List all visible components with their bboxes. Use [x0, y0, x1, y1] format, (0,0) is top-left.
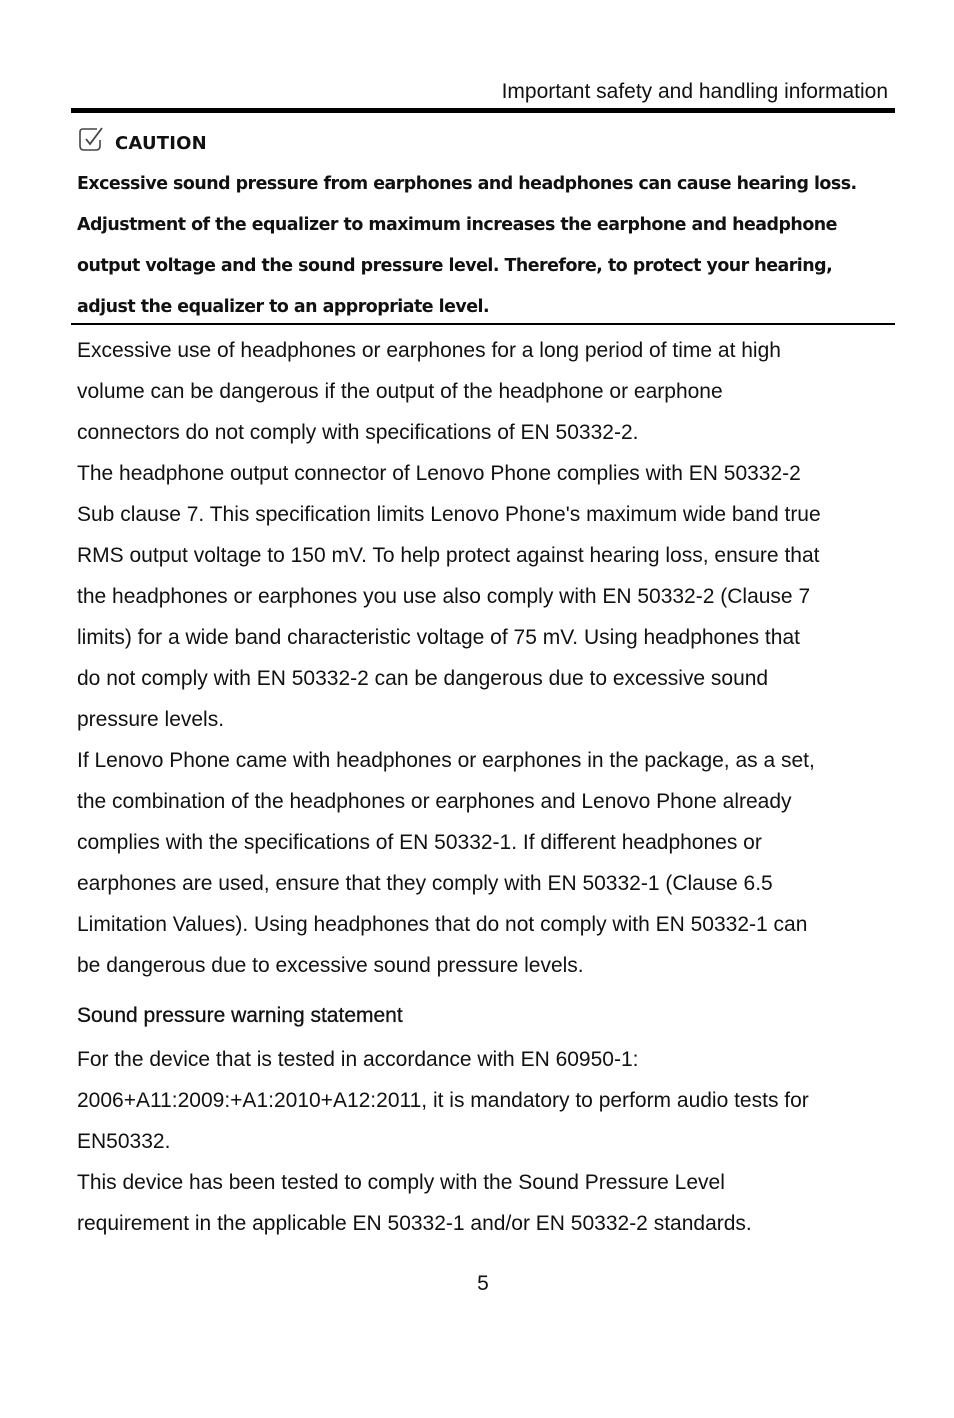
section-text-line: 2006+A11:2009:+A1:2010+A12:2011, it is mandatory to perform audio tests for: [77, 1089, 809, 1112]
caution-text-line: Excessive sound pressure from earphones and headphones can cause hearing loss.: [77, 174, 857, 194]
body-text-line: the combination of the headphones or earphones and Lenovo Phone already: [77, 790, 792, 813]
body-text-line: complies with the specifications of EN 50332-1. If different headphones or: [77, 831, 762, 854]
body-text-line: volume can be dangerous if the output of the headphone or earphone: [77, 380, 723, 403]
caution-text-line: output voltage and the sound pressure level. Therefore, to protect your hearing,: [77, 256, 833, 276]
section-text-line: EN50332.: [77, 1130, 171, 1153]
body-text-line: be dangerous due to excessive sound pressure levels.: [77, 954, 584, 977]
section-text-line: For the device that is tested in accordance with EN 60950-1:: [77, 1048, 639, 1071]
body-text-line: RMS output voltage to 150 mV. To help protect against hearing loss, ensure that: [77, 544, 820, 567]
body-text-line: Excessive use of headphones or earphones for a long period of time at high: [77, 339, 781, 362]
caution-text-line: Adjustment of the equalizer to maximum increases the earphone and headphone: [77, 215, 837, 235]
section-heading-block: [77, 1001, 892, 1031]
section-heading: Sound pressure warning statement: [77, 1004, 403, 1027]
body-text-line: do not comply with EN 50332-2 can be dangerous due to excessive sound: [77, 667, 769, 690]
section-text-line: requirement in the applicable EN 50332-1 and/or EN 50332-2 standards.: [77, 1212, 752, 1235]
caution-text-line: adjust the equalizer to an appropriate level.: [77, 297, 490, 317]
page-number: 5: [477, 1272, 489, 1295]
running-header: Important safety and handling information: [501, 80, 888, 103]
section-text-line: This device has been tested to comply with the Sound Pressure Level: [77, 1171, 725, 1194]
caution-notice: [77, 122, 887, 328]
body-text-line: If Lenovo Phone came with headphones or earphones in the package, as a set,: [77, 749, 815, 772]
caution-rule: [71, 323, 895, 325]
body-text-line: earphones are used, ensure that they comply with EN 50332-1 (Clause 6.5: [77, 872, 773, 895]
header-rule: [71, 108, 895, 113]
body-text-line: The headphone output connector of Lenovo Phone complies with EN 50332-2: [77, 462, 801, 485]
caution-heading: [77, 122, 887, 164]
body-text-line: limits) for a wide band characteristic voltage of 75 mV. Using headphones that: [77, 626, 800, 649]
body-text-line: Sub clause 7. This specification limits Lenovo Phone's maximum wide band true: [77, 503, 821, 526]
body-text-line: Limitation Values). Using headphones that do not comply with EN 50332-1 can: [77, 913, 808, 936]
body-text-line: connectors do not comply with specifications of EN 50332-2.: [77, 421, 639, 444]
section-text: [77, 1039, 892, 1244]
body-text: [77, 330, 892, 986]
caution-label: CAUTION: [115, 132, 207, 154]
body-text-line: the headphones or earphones you use also comply with EN 50332-2 (Clause 7: [77, 585, 811, 608]
body-text-line: pressure levels.: [77, 708, 225, 731]
caution-checkbox-icon: [77, 126, 105, 154]
